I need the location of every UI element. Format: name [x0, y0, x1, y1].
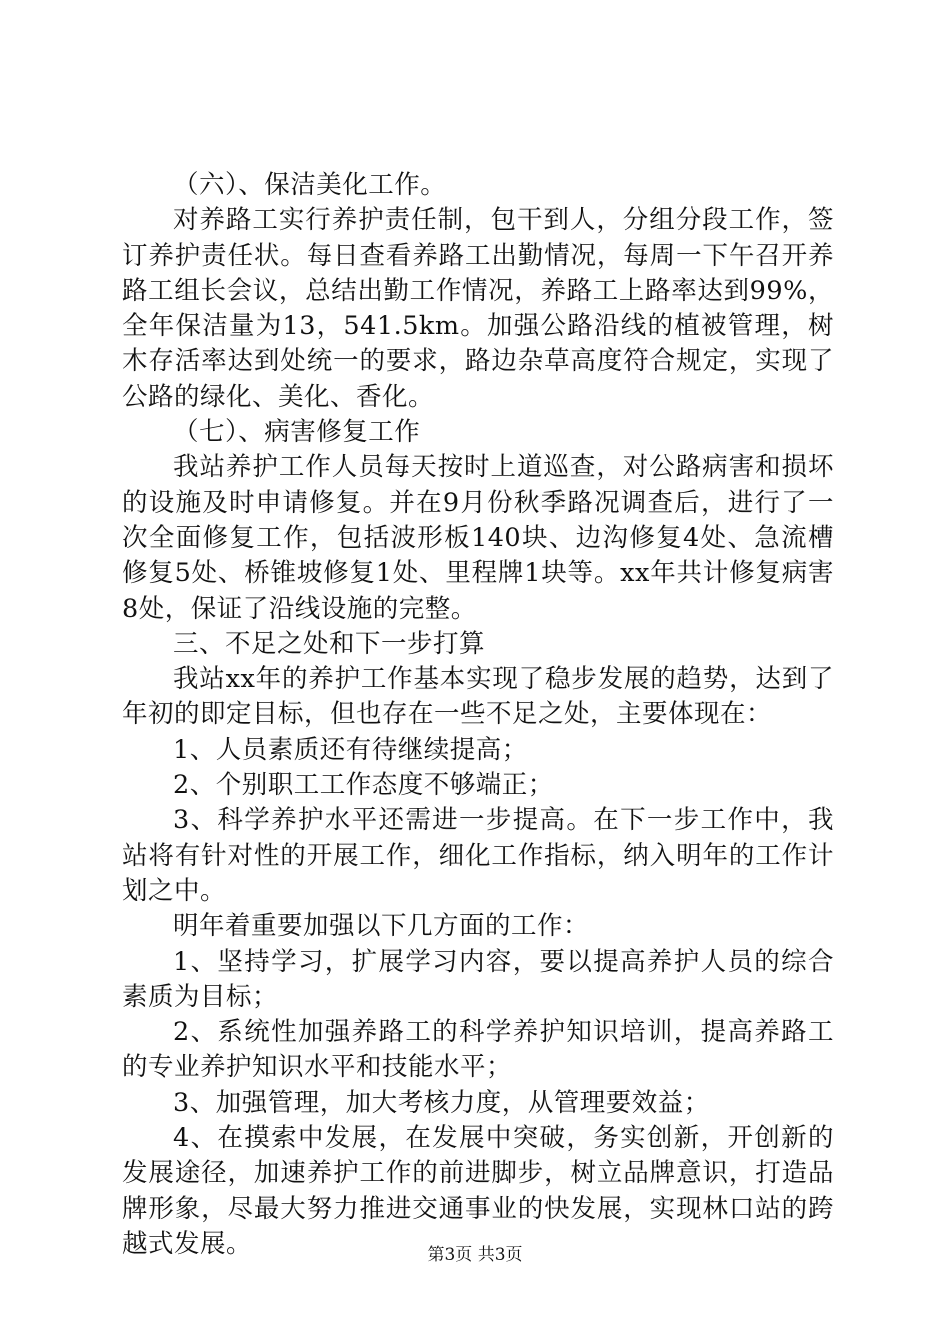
page-number-footer: 第3页 共3页: [427, 1245, 523, 1265]
paragraph-plan-2: 2、系统性加强养路工的科学养护知识培训，提高养路工的专业养护知识水平和技能水平；: [122, 1017, 834, 1083]
paragraph-plan-4: 4、在摸索中发展，在发展中突破，务实创新，开创新的发展途径，加速养护工作的前进脚步，树立品牌意识，打造品牌形象，尽最大努力推进交通事业的快发展，实现林口站的跨越式发展。: [122, 1123, 834, 1259]
paragraph-plan-1: 1、坚持学习，扩展学习内容，要以提高养护人员的综合素质为目标；: [122, 946, 834, 1012]
paragraph-section-three-heading: 三、不足之处和下一步打算: [173, 628, 486, 659]
paragraph-section-six-heading: （六）、保洁美化工作。: [173, 170, 447, 200]
paragraph-next-year-intro: 明年着重要加强以下几方面的工作：: [173, 911, 590, 942]
paragraph-shortcoming-1: 1、人员素质还有待继续提高；: [173, 734, 528, 765]
paragraph-shortcoming-3: 3、科学养护水平还需进一步提高。在下一步工作中，我站将有针对性的开展工作，细化工作指标，纳入明年的工作计划之中。: [122, 805, 834, 906]
document-body: [122, 168, 834, 1262]
paragraph-shortcomings-intro: 我站xx年的养护工作基本实现了稳步发展的趋势，达到了年初的即定目标，但也存在一些不足之处，主要体现在：: [122, 664, 834, 730]
paragraph-plan-3: 3、加强管理，加大考核力度，从管理要效益；: [173, 1087, 710, 1118]
paragraph-shortcoming-2: 2、个别职工工作态度不够端正；: [173, 770, 554, 801]
paragraph-cleaning-work: 对养路工实行养护责任制，包干到人，分组分段工作，签订养护责任状。每日查看养路工出勤情况，每周一下午召开养路工组长会议，总结出勤工作情况，养路工上路率达到99%，全年保洁量为13，541.5km。加强公路沿线的植被管理，树木存活率达到处统一的要求，路边杂草高度符合规定，实现了公路的绿化、美化、香化。: [122, 205, 834, 412]
paragraph-repair-work: 我站养护工作人员每天按时上道巡查，对公路病害和损坏的设施及时申请修复。并在9月份秋季路况调查后，进行了一次全面修复工作，包括波形板140块、边沟修复4处、急流槽修复5处、桥锥坡修复1处、里程牌1块等。xx年共计修复病害8处，保证了沿线设施的完整。: [122, 452, 834, 624]
paragraph-section-seven-heading: （七）、病害修复工作: [173, 417, 421, 448]
